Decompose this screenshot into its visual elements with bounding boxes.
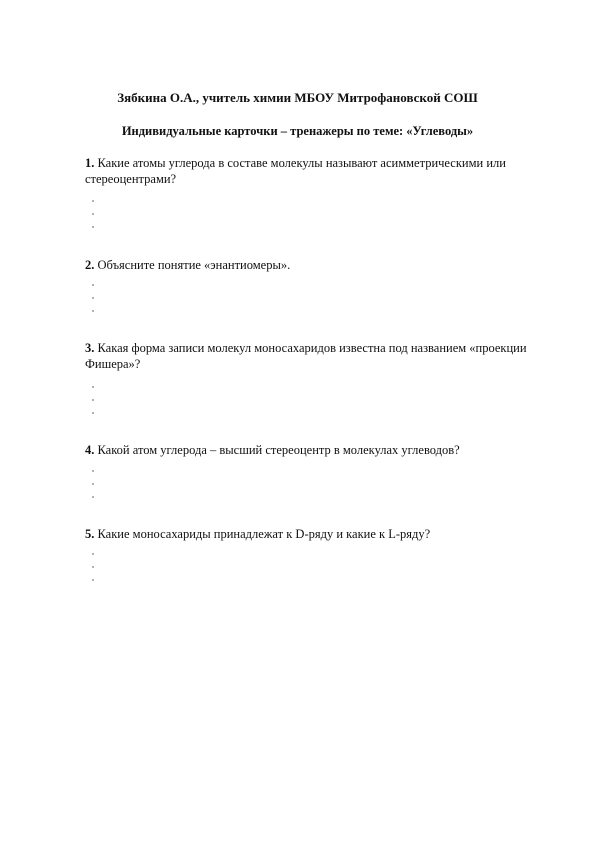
question-number: 3.	[85, 341, 95, 355]
question-number: 5.	[85, 527, 95, 541]
author-line: Зябкина О.А., учитель химии МБОУ Митрофановской СОШ	[117, 90, 478, 105]
answer-marker	[92, 553, 94, 555]
answer-marker	[92, 470, 94, 472]
question-text: Какие моносахариды принадлежат к D-ряду и какие к L-ряду?	[94, 527, 431, 541]
answer-space-3	[92, 386, 98, 425]
answer-space-4	[92, 470, 98, 509]
question-3	[85, 340, 535, 372]
answer-marker	[92, 200, 94, 202]
question-1	[85, 155, 535, 187]
question-4	[85, 442, 535, 458]
answer-space-1	[92, 200, 98, 239]
question-number: 4.	[85, 443, 95, 457]
worksheet-title: Индивидуальные карточки – тренажеры по теме: «Углеводы»	[121, 124, 474, 138]
answer-marker	[92, 566, 94, 568]
question-text: Какой атом углерода – высший стереоцентр в молекулах углеводов?	[94, 443, 460, 457]
answer-marker	[92, 284, 94, 286]
answer-marker	[92, 213, 94, 215]
question-number: 2.	[85, 258, 95, 272]
answer-marker	[92, 579, 94, 581]
question-5	[85, 526, 535, 542]
question-2	[85, 257, 535, 273]
answer-space-2	[92, 284, 98, 323]
answer-marker	[92, 386, 94, 388]
answer-marker	[92, 483, 94, 485]
answer-marker	[92, 226, 94, 228]
answer-marker	[92, 310, 94, 312]
answer-marker	[92, 297, 94, 299]
question-text: Какие атомы углерода в составе молекулы называют асимметрическими или стереоцентрами?	[85, 156, 506, 186]
answer-marker	[92, 496, 94, 498]
answer-space-5	[92, 553, 98, 592]
answer-marker	[92, 399, 94, 401]
question-text: Объясните понятие «энантиомеры».	[94, 258, 291, 272]
question-number: 1.	[85, 156, 95, 170]
answer-marker	[92, 412, 94, 414]
question-text: Какая форма записи молекул моносахаридов известна под названием «проекции Фишера»?	[85, 341, 527, 371]
